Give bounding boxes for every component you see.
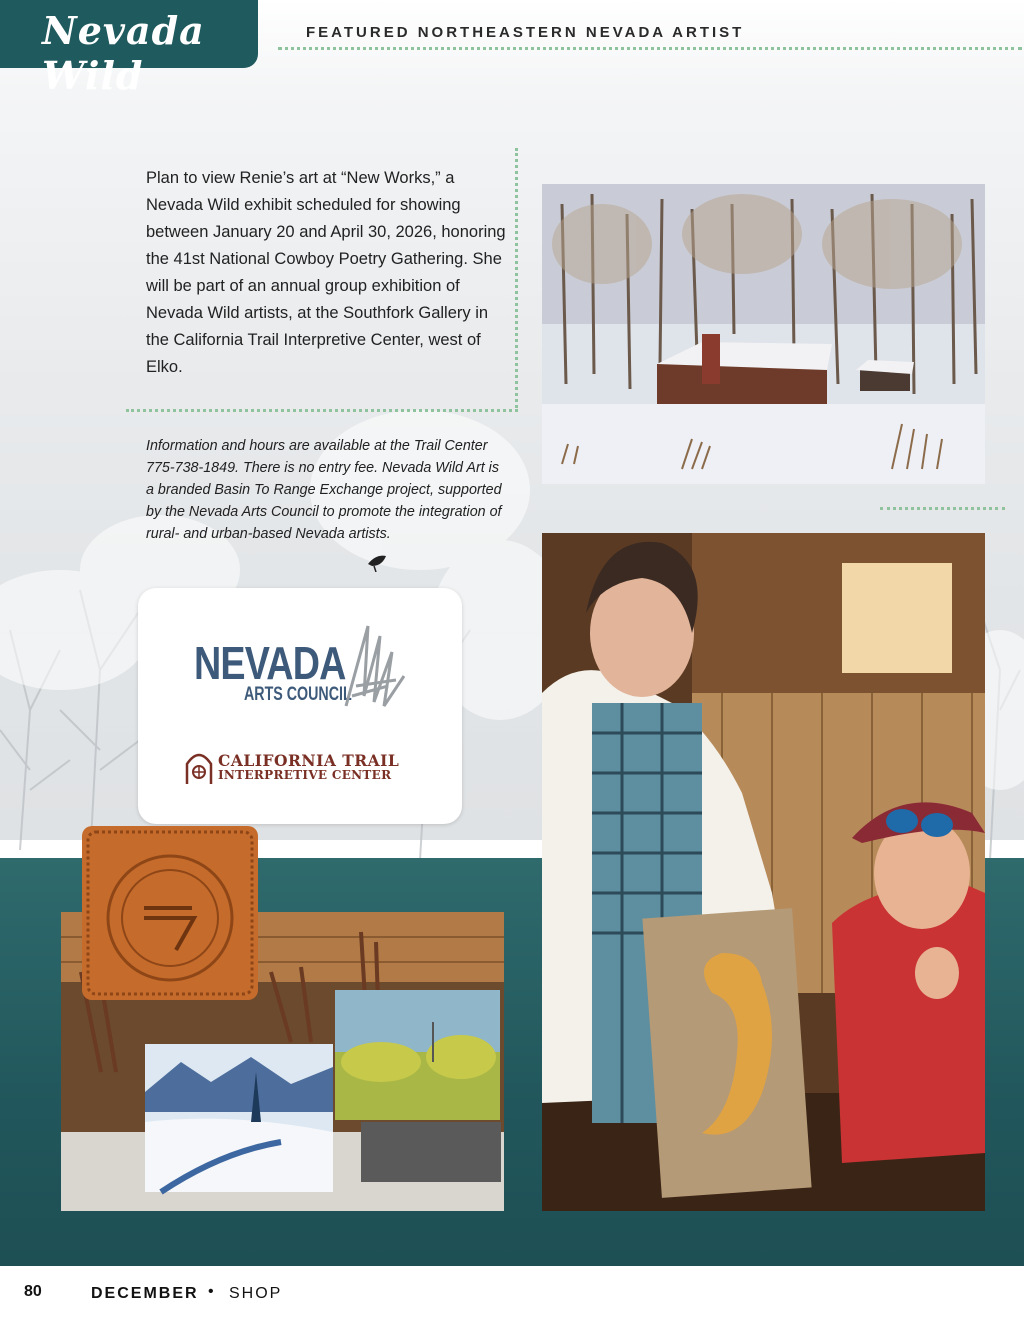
article-body: Plan to view Renie’s art at “New Works,” a Nevada Wild exhibit scheduled for showing between January 20 and April 30, 2026, honoring the 41st National Cowboy Poetry Gathering. She will be part of an annual group exhibition of Nevada Wild artists, at the Southfork Gallery in the California Trail Interpretive Center, west of Elko.	[146, 169, 506, 376]
text-divider	[126, 409, 518, 412]
footer-bullet: •	[208, 1283, 214, 1300]
nevada-arts-council-logo-subtitle: ARTS COUNCIL	[244, 684, 352, 705]
brand-title: Nevada Wild	[42, 8, 205, 98]
scribble-mark-icon	[338, 616, 408, 712]
footer-section: SHOP	[229, 1285, 283, 1302]
photo-divider	[880, 507, 1005, 510]
leaf-bird-icon	[366, 552, 388, 572]
winter-cabin-painting-photo	[542, 184, 985, 484]
section-kicker: FEATURED NORTHEASTERN NEVADA ARTIST	[306, 24, 745, 41]
partner-logos-card	[138, 588, 462, 824]
nevada-arts-council-logo-title: NEVADA	[194, 637, 346, 689]
footer-month: DECEMBER	[91, 1285, 199, 1302]
california-trail-logo-subtitle: INTERPRETIVE CENTER	[218, 768, 392, 782]
page-number: 80	[24, 1283, 42, 1300]
column-divider	[515, 148, 518, 408]
california-trail-logo-title: CALIFORNIA TRAIL	[218, 751, 400, 770]
leather-stamp-photo	[82, 826, 258, 1000]
article-info: Information and hours are available at the Trail Center 775-738-1849. There is no entry fee. Nevada Wild Art is a branded Basin To Range Exchange project, supported by the Nevada Arts Council to promote the integration of rural- and urban-based Nevada artists.	[146, 438, 502, 542]
header-divider	[278, 47, 1022, 50]
brand-tab	[0, 0, 258, 98]
wagon-wheel-icon	[184, 748, 214, 786]
artist-with-student-photo	[542, 533, 985, 1211]
